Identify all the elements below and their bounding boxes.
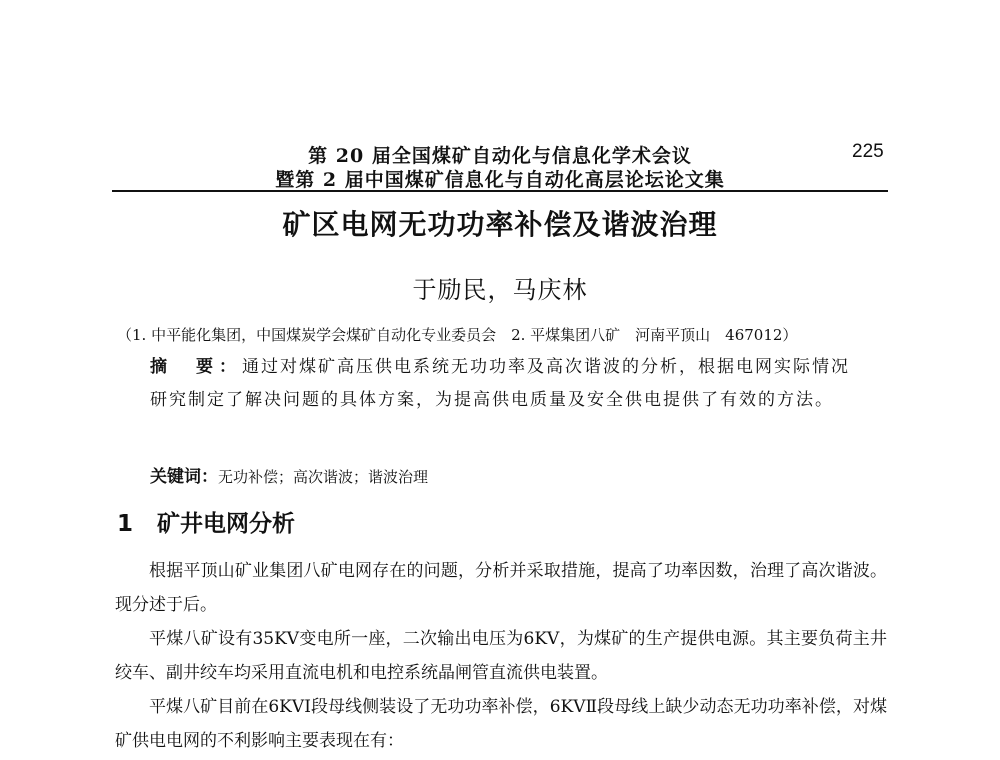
paper-authors: 于励民，马庆林 [412,276,588,304]
keywords-label: 关键词： [150,467,218,487]
abstract-text: 通过对煤矿高压供电系统无功功率及高次谐波的分析，根据电网实际情况研究制定了解决问题的具体方案，为提高供电质量及安全供电提供了有效的方法。 [150,357,850,410]
conference-header-line1: 第 20 届全国煤矿自动化与信息化学术会议 [308,145,692,167]
body-paragraph: 平煤八矿目前在6KVⅠ段母线侧装设了无功功率补偿，6KVⅡ段母线上缺少动态无功功率补偿，对煤矿供电电网的不利影响主要表现在有： [115,697,887,751]
section-heading [117,505,295,538]
page-number: 225 [852,141,884,162]
header-rule [112,190,888,192]
body-paragraph: 平煤八矿设有35KV变电所一座，二次输出电压为6KV，为煤矿的生产提供电源。其主要负荷主井绞车、副井绞车均采用直流电机和电控系统晶闸管直流供电装置。 [115,629,887,683]
section-number: 1 [117,511,134,537]
section-title: 矿井电网分析 [157,511,296,537]
keywords [150,462,428,487]
abstract [150,351,860,417]
body-text [115,554,887,758]
keywords-text: 无功补偿；高次谐波；谐波治理 [218,468,429,486]
abstract-label: 摘 要： [150,357,242,377]
author-affiliation: （1. 中平能化集团，中国煤炭学会煤矿自动化专业委员会 2. 平煤集团八矿 河南平顶山 467012） [117,326,798,344]
paper-title: 矿区电网无功功率补偿及谐波治理 [282,208,718,241]
conference-header-line2: 暨第 2 届中国煤矿信息化与自动化高层论坛论文集 [275,169,725,191]
body-paragraph: 根据平顶山矿业集团八矿电网存在的问题，分析并采取措施，提高了功率因数，治理了高次谐波。现分述于后。 [115,561,887,615]
